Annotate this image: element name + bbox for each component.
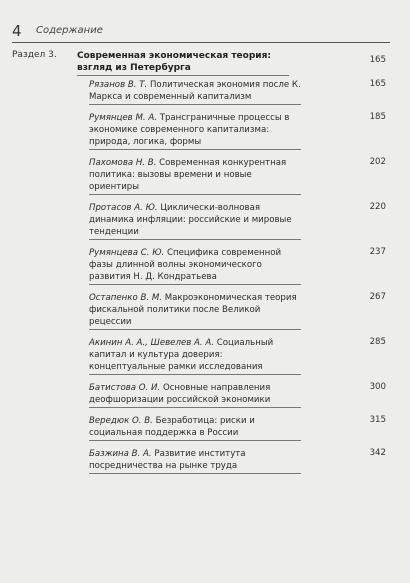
toc-entry xyxy=(89,157,386,195)
toc-entry-page-number: 165 xyxy=(369,79,386,89)
toc-entry-page-number: 202 xyxy=(369,157,386,167)
section-heading xyxy=(12,50,386,76)
toc-entry-author: Румянцева С. Ю. xyxy=(89,248,165,258)
toc-entry-author: Румянцев М. А. xyxy=(89,113,157,123)
toc-entry xyxy=(89,79,386,105)
running-head-title: Содержание xyxy=(36,25,103,36)
toc-entry-page-number: 220 xyxy=(369,202,386,212)
toc-entry-page-number: 285 xyxy=(369,337,386,347)
table-of-contents xyxy=(12,50,386,481)
toc-entry-rule xyxy=(89,407,301,408)
toc-entry xyxy=(89,337,386,375)
toc-entry xyxy=(89,202,386,240)
section-label: Раздел 3. xyxy=(12,50,57,60)
toc-entry xyxy=(89,292,386,330)
running-head xyxy=(12,22,390,42)
section-rule xyxy=(77,75,289,76)
toc-entry-page-number: 342 xyxy=(369,448,386,458)
toc-entry-title: Трансграничные процессы в экономике современного капитализма: природа, логика, формы xyxy=(89,113,290,147)
toc-entry-rule xyxy=(89,149,301,150)
toc-entry xyxy=(89,448,386,474)
toc-entry-rule xyxy=(89,239,301,240)
toc-entry-title: Циклически-волновая динамика инфляции: российские и мировые тенденции xyxy=(89,203,292,237)
toc-entry-text xyxy=(89,112,301,150)
toc-entry-rule xyxy=(89,374,301,375)
toc-entry-title: Социальный капитал и культура доверия: концептуальные рамки исследования xyxy=(89,338,274,372)
toc-entry-author: Вередюк О. В. xyxy=(89,416,153,426)
toc-entry-text xyxy=(89,382,301,408)
toc-entry-rule xyxy=(89,473,301,474)
toc-entry-text xyxy=(89,337,301,375)
toc-entry-author: Акинин А. А., Шевелев А. А. xyxy=(89,338,214,348)
toc-entry-author: Батистова О. И. xyxy=(89,383,161,393)
toc-entry xyxy=(89,247,386,285)
toc-entry-text xyxy=(89,157,301,195)
toc-entry-rule xyxy=(89,194,301,195)
toc-entry-author: Рязанов В. Т. xyxy=(89,80,148,90)
toc-entry-author: Остапенко В. М. xyxy=(89,293,162,303)
toc-entry-text xyxy=(89,415,301,441)
toc-entry-page-number: 267 xyxy=(369,292,386,302)
toc-entry xyxy=(89,415,386,441)
toc-entry-rule xyxy=(89,329,301,330)
toc-entry-text xyxy=(89,448,301,474)
toc-entry-author: Пахомова Н. В. xyxy=(89,158,157,168)
toc-entry-text xyxy=(89,247,301,285)
toc-entry-text xyxy=(89,292,301,330)
toc-entry-page-number: 315 xyxy=(369,415,386,425)
toc-entry-text xyxy=(89,79,301,105)
toc-entry-rule xyxy=(89,440,301,441)
section-title: Современная экономическая теория: взгляд из Петербурга xyxy=(77,51,271,73)
toc-entry-title: Современная конкурентная политика: вызовы времени и новые ориентиры xyxy=(89,158,287,192)
header-rule xyxy=(12,42,390,43)
toc-entry-title: Основные направления деофшоризации российской экономики xyxy=(89,383,271,405)
toc-entry-title: Развитие института посредничества на рынке труда xyxy=(89,449,246,471)
page-number: 4 xyxy=(12,22,22,40)
section-page-number: 165 xyxy=(369,55,386,65)
toc-entry-rule xyxy=(89,284,301,285)
toc-entry-text xyxy=(89,202,301,240)
toc-entry xyxy=(89,382,386,408)
toc-entry-author: Протасов А. Ю. xyxy=(89,203,158,213)
toc-entry xyxy=(89,112,386,150)
toc-entries xyxy=(12,79,386,474)
toc-entry-page-number: 300 xyxy=(369,382,386,392)
toc-entry-author: Базжина В. А. xyxy=(89,449,152,459)
toc-entry-title: Специфика современной фазы длинной волны экономического развития Н. Д. Кондратьева xyxy=(89,248,282,282)
toc-entry-title: Макроэкономическая теория фискальной политики после Великой рецессии xyxy=(89,293,297,327)
toc-entry-page-number: 237 xyxy=(369,247,386,257)
toc-entry-title: Политическая экономия после К. Маркса и современный капитализм xyxy=(89,80,301,102)
toc-entry-page-number: 185 xyxy=(369,112,386,122)
toc-entry-rule xyxy=(89,104,301,105)
toc-entry-title: Безработица: риски и социальная поддержка в России xyxy=(89,416,255,438)
